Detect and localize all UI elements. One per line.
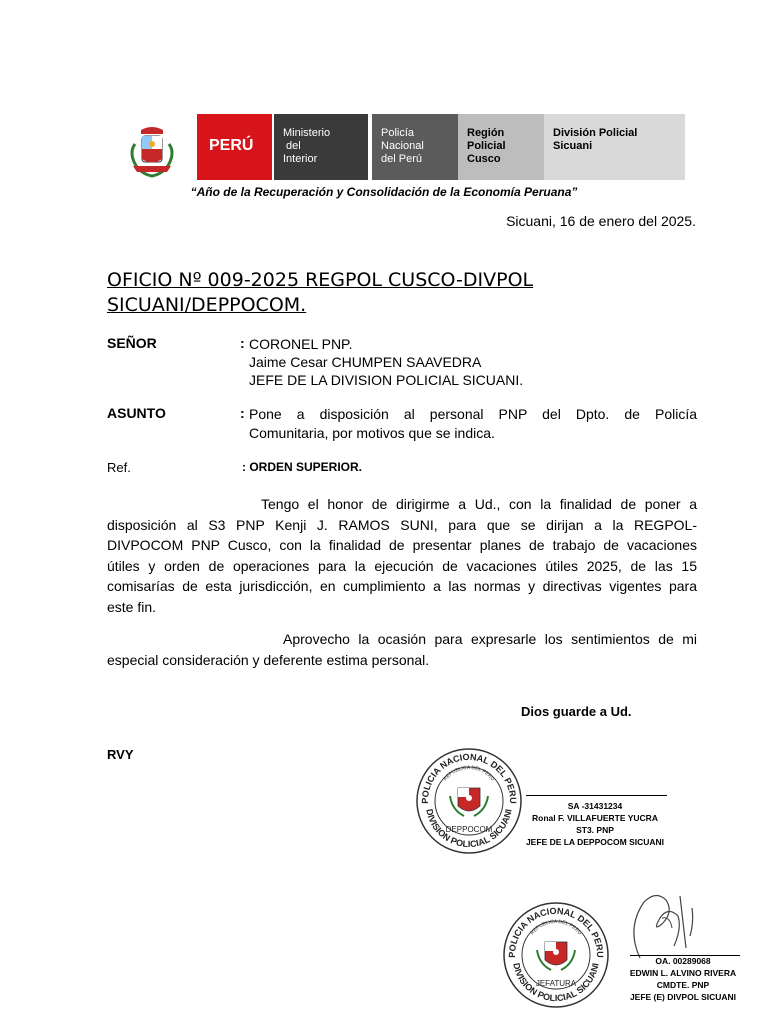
seal-bottom-text: DIVISION POLICIAL SICUANI: [424, 807, 514, 850]
seal-bottom-text: DIVISION POLICIAL SICUANI: [511, 961, 601, 1004]
signature-line: [526, 795, 667, 796]
signature-line-text: CMDTE. PNP: [656, 980, 710, 990]
document-date: Sicuani, 16 de enero del 2025.: [506, 213, 696, 229]
closing-text: Dios guarde a Ud.: [521, 704, 632, 719]
svg-text:REPUBLICA DEL PERU: [442, 765, 495, 782]
body-paragraph-1: [107, 494, 697, 617]
header-ministerio-line: Interior: [283, 153, 318, 165]
signature-line-text: SA -31431234: [567, 801, 623, 811]
asunto-line: Pone a disposición al personal PNP del Dpto. de Policía: [249, 406, 697, 422]
oficio-line: SICUANI/DEPPOCOM.: [107, 294, 307, 316]
body-paragraph-2: [107, 629, 697, 670]
signature-block-2: [620, 955, 746, 1003]
senor-line: Jaime Cesar CHUMPEN SAAVEDRA: [249, 354, 482, 370]
year-motto: “Año de la Recuperación y Consolidación de la Economía Peruana”: [190, 185, 578, 199]
body-line: Tengo el honor de dirigirme a Ud., con la finalidad de poner a: [261, 496, 697, 512]
body-line: comisarías de esta jurisdicción, en cumplimiento a las normas y directivas vigentes para: [107, 578, 697, 594]
header-region-line: Cusco: [467, 153, 501, 165]
seal-center-text: JEFATURA: [535, 979, 577, 988]
oficio-line: OFICIO Nº 009-2025 REGPOL CUSCO-DIVPOL: [107, 269, 534, 291]
svg-text:REPUBLICA DEL PERU: [529, 919, 582, 936]
body-line: DIVPOCOM PNP Cusco, con la finalidad de presentar planes de trabajo de vacaciones: [107, 537, 697, 553]
senor-recipient: [249, 335, 523, 389]
signature-line-text: JEFE DE LA DEPPOCOM SICUANI: [525, 837, 665, 847]
police-seal-stamp: [501, 900, 611, 1010]
header-ministerio: [274, 114, 368, 180]
police-seal-stamp: [414, 746, 524, 856]
signature-line-text: ST3. PNP: [576, 825, 614, 835]
body-line: especial consideración y deferente estima personal.: [107, 651, 430, 668]
header-ministerio-line: del: [283, 140, 301, 152]
senor-line: JEFE DE LA DIVISION POLICIAL SICUANI.: [249, 372, 524, 388]
asunto-line: Comunitaria, por motivos que se indica.: [249, 425, 495, 441]
body-line: útiles y orden de operaciones para la ejecución de vacaciones útiles 2025, de las 15: [107, 557, 697, 574]
header-region: [458, 114, 544, 180]
seal-inner-text: REPUBLICA DEL PERU: [529, 918, 583, 937]
header-region-line: Región: [467, 127, 505, 139]
header-policia-line: Policía: [381, 127, 415, 139]
header-policia: [372, 114, 458, 180]
asunto-text: [249, 405, 697, 443]
header-region-line: Policial: [467, 140, 506, 152]
initials: RVY: [107, 747, 134, 762]
header-ministerio-line: Ministerio: [283, 127, 331, 139]
asunto-label: ASUNTO: [107, 405, 166, 421]
seal-center-text: DEPPOCOM: [445, 825, 493, 834]
seal-top-text: POLICIA NACIONAL DEL PERU: [419, 751, 519, 804]
body-line: disposición al S3 PNP Kenji J. RAMOS SUNI, para que se dirijan a la REGPOL-: [107, 516, 697, 533]
senor-label: SEÑOR: [107, 335, 157, 351]
seal-inner-text: REPUBLICA DEL PERU: [442, 764, 496, 783]
coat-of-arms-icon: [127, 122, 177, 178]
senor-line: CORONEL PNP.: [249, 336, 353, 352]
header-policia-line: del Perú: [381, 153, 422, 165]
signature-line-text: EDWIN L. ALVINO RIVERA: [629, 968, 737, 978]
senor-colon: :: [240, 335, 245, 351]
signature-line-text: JEFE (E) DIVPOL SICUANI: [629, 992, 737, 1002]
header-peru: PERÚ: [197, 114, 272, 180]
ref-value: : ORDEN SUPERIOR.: [242, 460, 363, 474]
asunto-colon: :: [240, 405, 245, 421]
seal-top-text: POLICIA NACIONAL DEL PERU: [506, 905, 606, 958]
header-division: [544, 114, 685, 180]
body-line: este fin.: [107, 598, 157, 615]
signature-line-text: OA. 00289068: [655, 956, 711, 966]
body-line: Aprovecho la ocasión para expresarle los sentimientos de mi: [283, 631, 697, 647]
header-division-line: Sicuani: [553, 140, 593, 152]
signature-block-1: [522, 800, 668, 848]
header-policia-line: Nacional: [381, 140, 424, 152]
oficio-number: [107, 268, 667, 318]
header-division-line: División Policial: [553, 127, 638, 139]
ref-label: Ref.: [107, 460, 131, 475]
signature-line-text: Ronal F. VILLAFUERTE YUCRA: [532, 813, 658, 823]
